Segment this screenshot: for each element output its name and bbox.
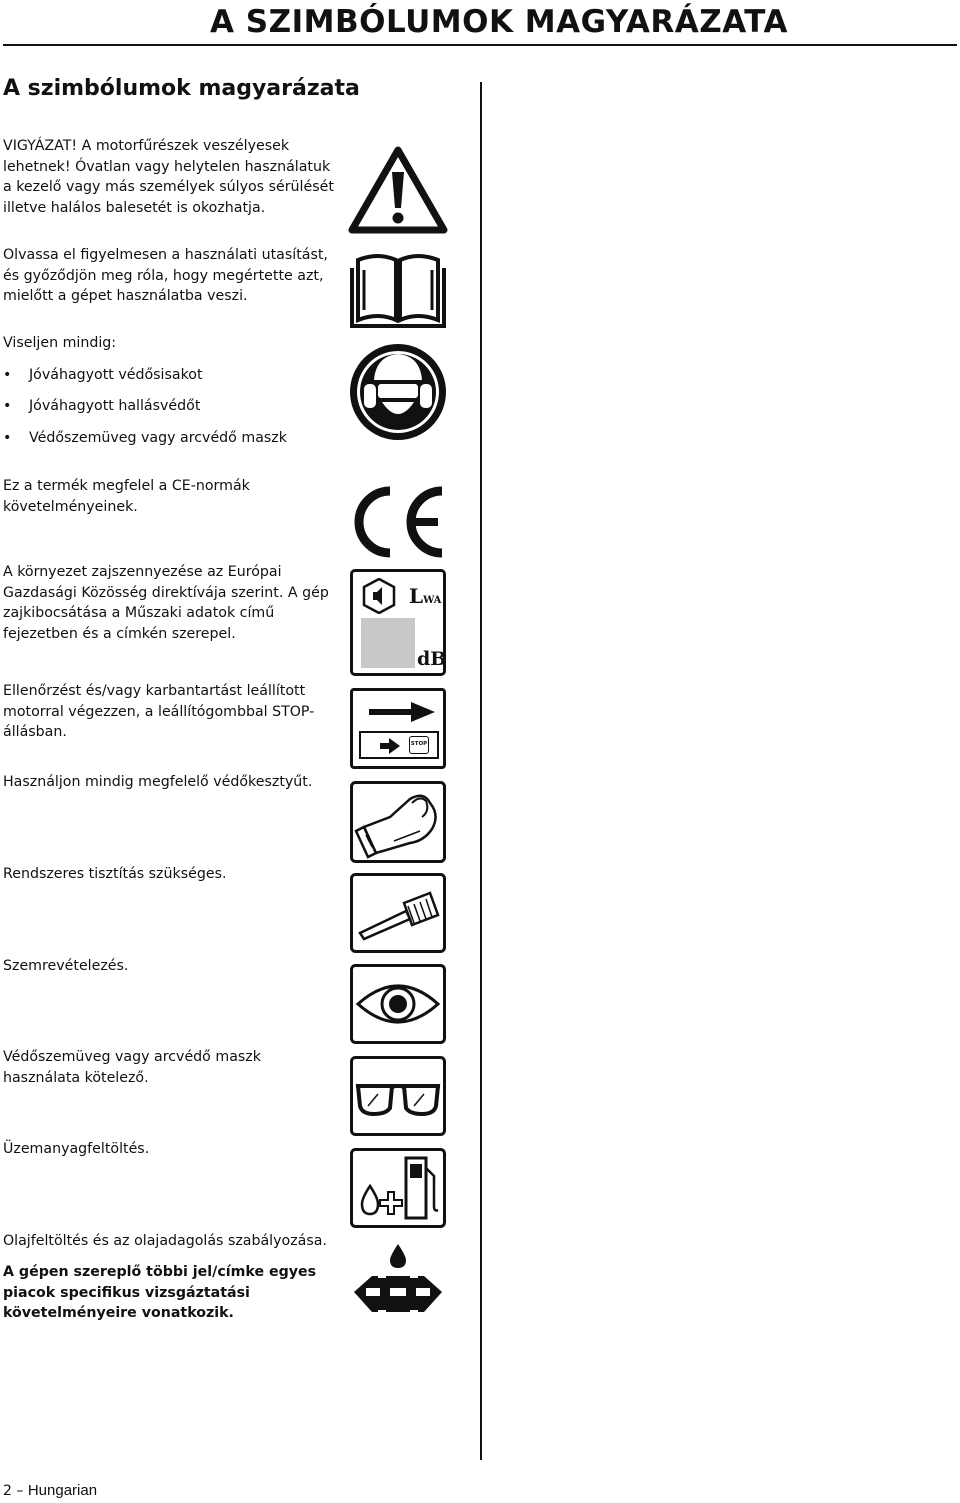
stop-paragraph: Ellenőrzést és/vagy karbantartást leállított motorral végezzen, a leállítógombbal STOP-állásban. bbox=[3, 683, 315, 740]
gloves-icon bbox=[350, 781, 446, 863]
list-item bbox=[3, 365, 203, 385]
safety-glasses-icon bbox=[350, 1056, 446, 1136]
warning-triangle-icon bbox=[348, 146, 448, 234]
read-manual-paragraph: Olvassa el figyelmesen a használati utasítást, és győződjön meg róla, hogy megértette azt, mielőtt a gépet használatba veszi. bbox=[3, 247, 328, 304]
column-divider bbox=[480, 82, 482, 1460]
bullet-text: Jóváhagyott hallásvédőt bbox=[29, 398, 201, 414]
book-manual-icon bbox=[348, 246, 448, 330]
market-note-paragraph: A gépen szereplő többi jel/címke egyes piacok specifikus vizsgáztatási követelményeire vonatkozik. bbox=[3, 1264, 317, 1321]
list-item bbox=[3, 428, 287, 448]
oil-paragraph: Olajfeltöltés és az olajadagolás szabályozása. bbox=[3, 1233, 327, 1249]
speaker-icon bbox=[361, 578, 397, 614]
header-divider bbox=[3, 44, 957, 46]
stop-switch-symbol bbox=[350, 688, 446, 769]
inspection-paragraph: Szemrevételezés. bbox=[3, 958, 129, 974]
page-header-title: A SZIMBÓLUMOK MAGYARÁZATA bbox=[210, 4, 789, 40]
lwa-label: LWA bbox=[409, 584, 442, 608]
fuel-pump-icon bbox=[350, 1148, 446, 1228]
warning-paragraph: VIGYÁZAT! A motorfűrészek veszélyesek lehetnek! Óvatlan vagy helytelen használatuk a kezelő vagy más személyek súlyos sérülését illetve halálos balesetét is okozhatja. bbox=[3, 138, 334, 216]
ce-mark-icon bbox=[348, 483, 448, 561]
noise-paragraph: A környezet zajszennyezése az Európai Gazdasági Közösség direktívája szerint. A gép zajkibocsátása a Műszaki adatok című fejezetben és a címkén szerepel. bbox=[3, 564, 329, 642]
page-number: 2 bbox=[3, 1483, 12, 1499]
fuel-paragraph: Üzemanyagfeltöltés. bbox=[3, 1141, 150, 1157]
stop-button-label: STOP bbox=[409, 736, 429, 754]
noise-level-symbol bbox=[350, 569, 446, 676]
gloves-paragraph: Használjon mindig megfelelő védőkesztyűt. bbox=[3, 774, 313, 790]
oil-chain-icon bbox=[350, 1242, 446, 1316]
list-item bbox=[3, 396, 200, 416]
page-footer bbox=[3, 1482, 97, 1499]
bullet-marker: • bbox=[3, 430, 12, 446]
eye-inspection-icon bbox=[350, 964, 446, 1044]
protective-equipment-icon bbox=[348, 342, 448, 442]
arrow-right-icon bbox=[367, 701, 437, 723]
value-placeholder-box bbox=[361, 618, 415, 668]
switch-panel bbox=[359, 731, 439, 759]
footer-dash: – bbox=[16, 1483, 24, 1499]
bullet-text: Jóváhagyott védősisakot bbox=[29, 367, 203, 383]
eye-protection-paragraph: Védőszemüveg vagy arcvédő maszk használata kötelező. bbox=[3, 1049, 261, 1086]
cleaning-brush-icon bbox=[350, 873, 446, 953]
small-arrow-icon bbox=[379, 737, 401, 755]
wear-always-paragraph: Viseljen mindig: bbox=[3, 335, 117, 351]
section-title: A szimbólumok magyarázata bbox=[3, 76, 360, 101]
ce-paragraph: Ez a termék megfelel a CE-normák követelményeinek. bbox=[3, 478, 250, 515]
bullet-marker: • bbox=[3, 398, 12, 414]
bullet-marker: • bbox=[3, 367, 12, 383]
footer-language: Hungarian bbox=[27, 1482, 98, 1499]
db-label: dB bbox=[417, 648, 447, 670]
bullet-text: Védőszemüveg vagy arcvédő maszk bbox=[29, 430, 287, 446]
cleaning-paragraph: Rendszeres tisztítás szükséges. bbox=[3, 866, 227, 882]
